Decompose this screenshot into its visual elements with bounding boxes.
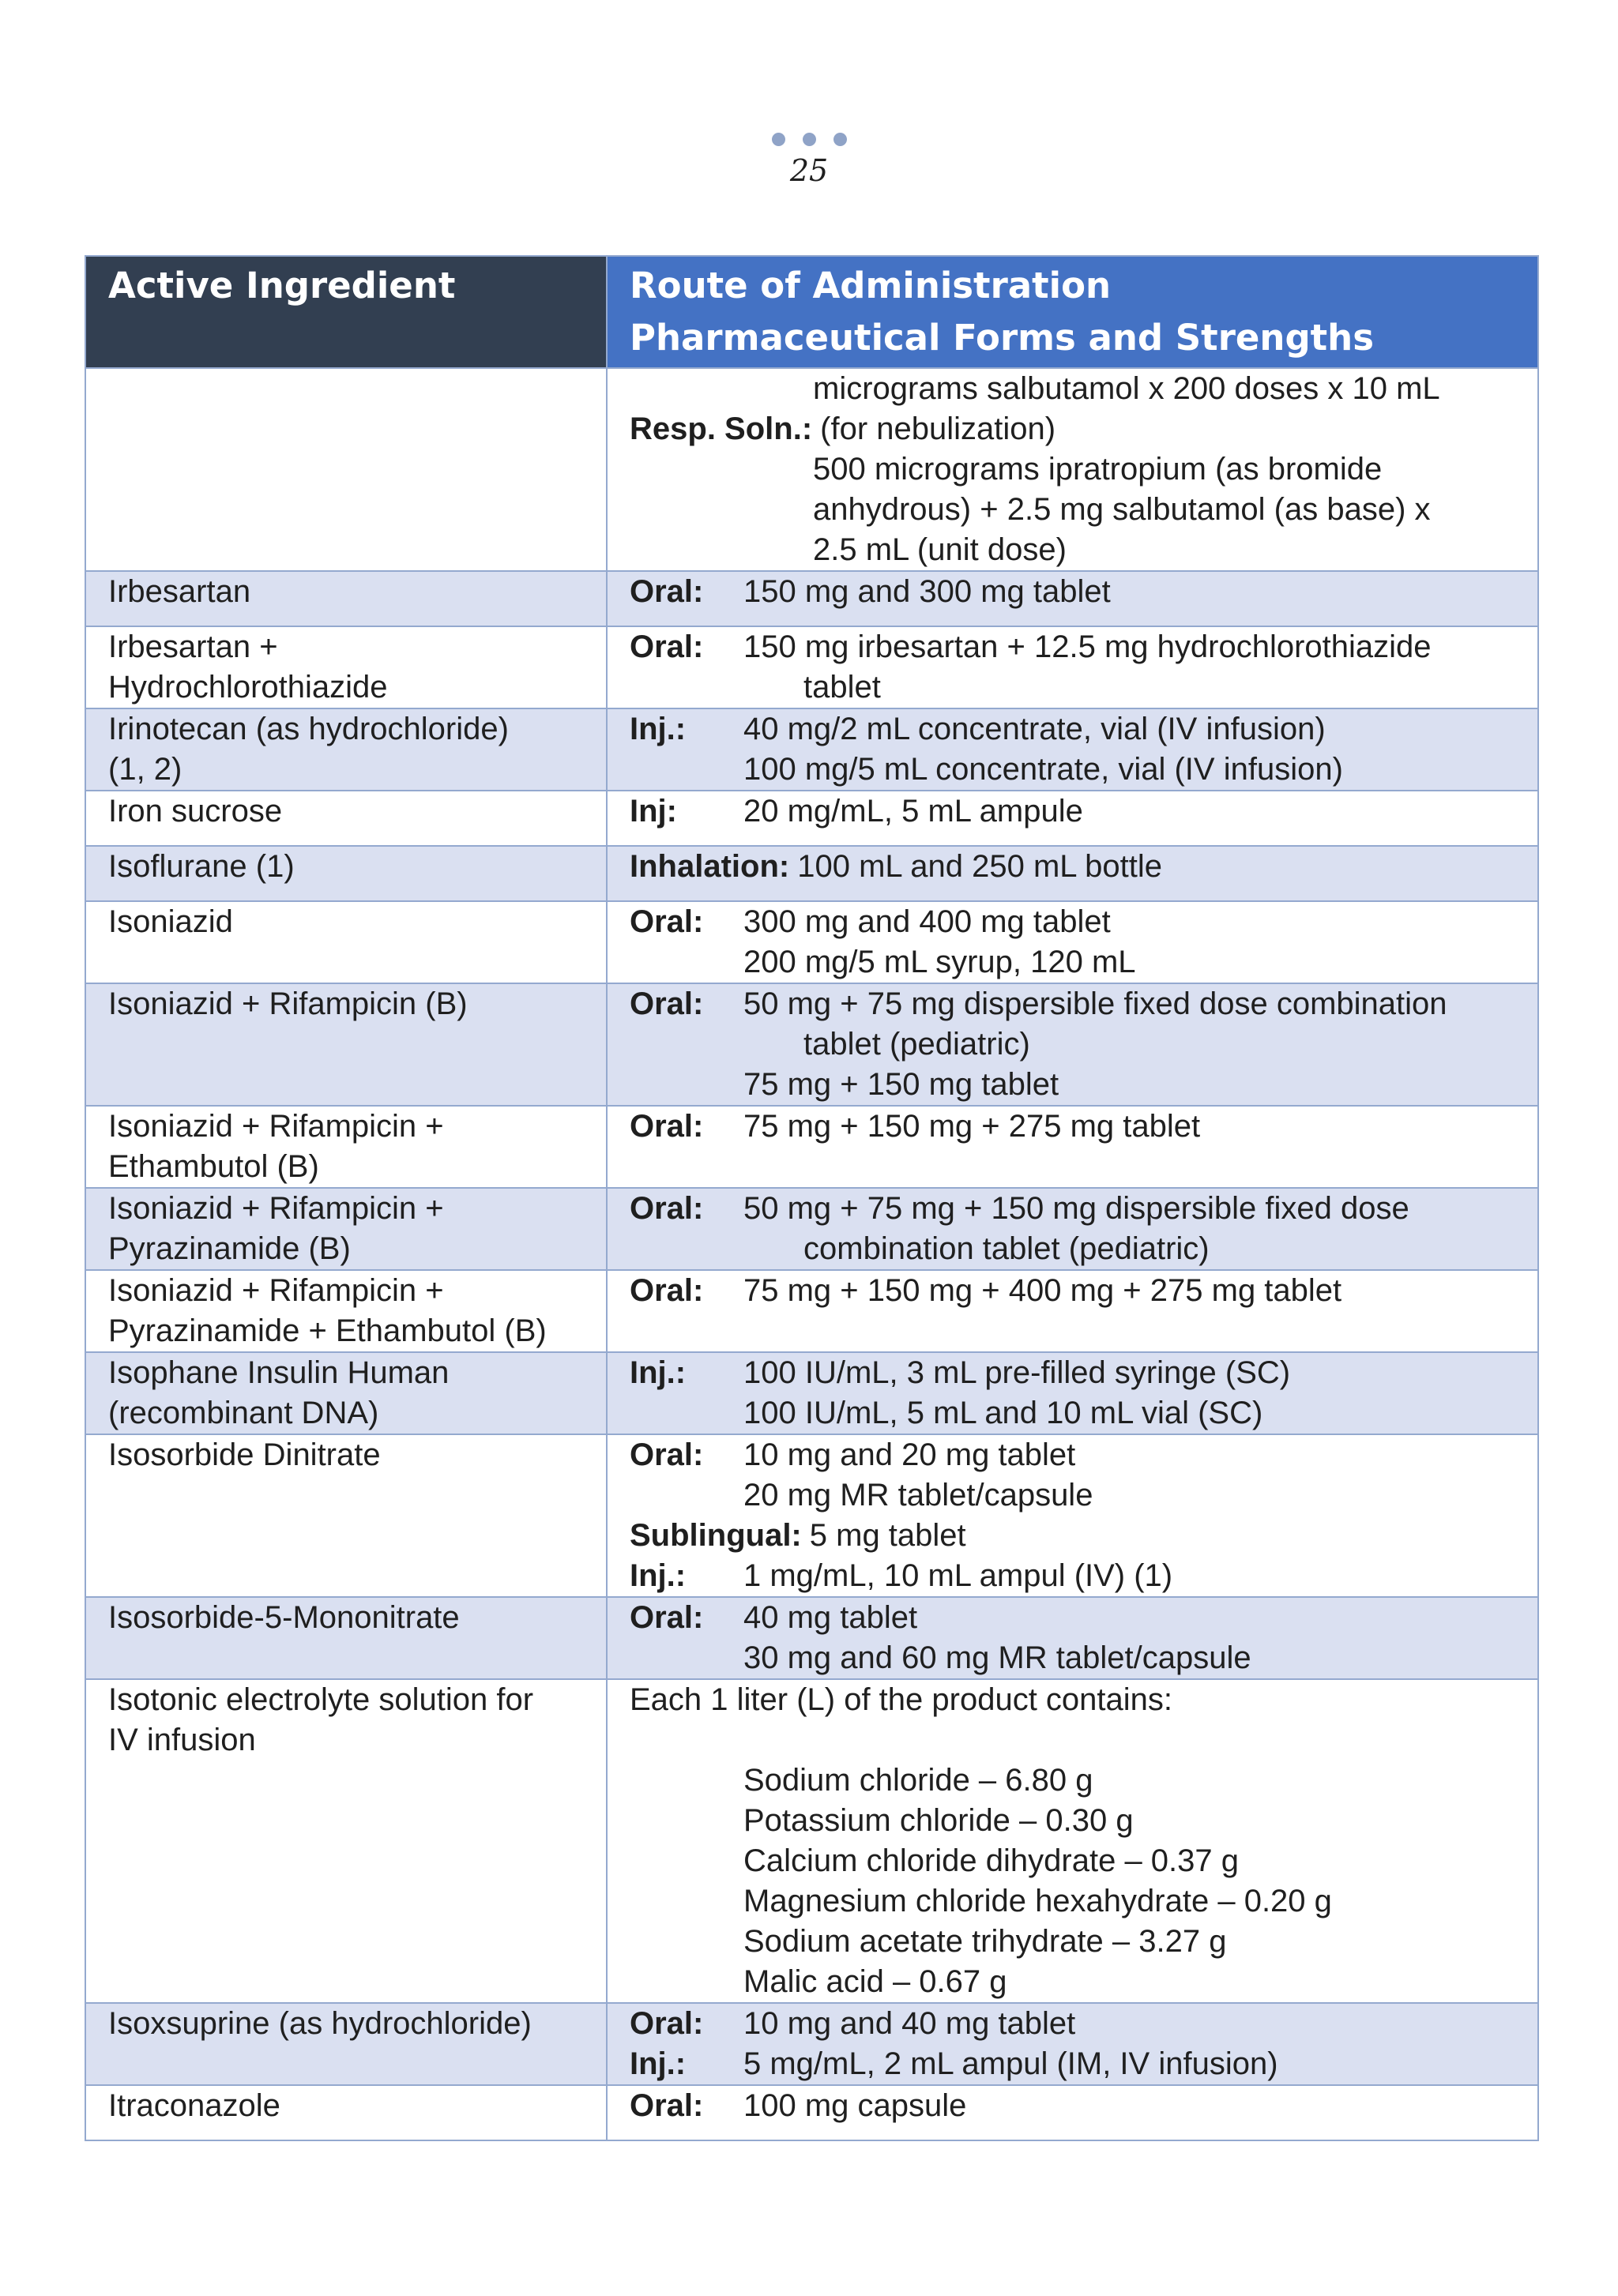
column-header-route-line2: Pharmaceutical Forms and Strengths [630, 317, 1374, 359]
route-text: 75 mg + 150 mg + 400 mg + 275 mg tablet [743, 1273, 1342, 1308]
column-header-route [607, 256, 1538, 368]
dot-icon [833, 133, 847, 146]
route-text: 10 mg and 40 mg tablet [743, 2006, 1076, 2041]
route-text: 100 mg/5 mL concentrate, vial (IV infusion) [743, 752, 1343, 787]
route-cell [607, 2003, 1538, 2085]
route-cell [607, 901, 1538, 983]
route-cell [607, 983, 1538, 1106]
route-text: 300 mg and 400 mg tablet [743, 904, 1111, 939]
route-text: 2.5 mL (unit dose) [813, 532, 1067, 567]
ingredient-name: Isophane Insulin Human [108, 1355, 450, 1390]
route-text: 30 mg and 60 mg MR tablet/capsule [743, 1640, 1251, 1675]
list-item: Potassium chloride – 0.30 g [743, 1803, 1134, 1838]
route-cell [607, 571, 1538, 626]
route-cell [607, 846, 1538, 901]
route-text: 1 mg/mL, 10 mL ampul (IV) (1) [743, 1558, 1173, 1593]
route-label: Inj.: [630, 1558, 687, 1593]
ingredient-name: Ethambutol (B) [108, 1149, 319, 1184]
ingredient-name: Pyrazinamide + Ethambutol (B) [108, 1313, 547, 1348]
ingredient-cell [85, 846, 607, 901]
route-cell [607, 1270, 1538, 1352]
table-row [85, 846, 1538, 901]
route-label: Oral: [630, 574, 704, 609]
table-row [85, 626, 1538, 708]
ingredient-name: Irinotecan (as hydrochloride) [108, 712, 509, 746]
table-row [85, 901, 1538, 983]
list-item: Magnesium chloride hexahydrate – 0.20 g [743, 1884, 1332, 1918]
table-row [85, 708, 1538, 791]
table-row [85, 2085, 1538, 2140]
ingredient-name: Isoflurane (1) [108, 849, 295, 884]
ingredient-name: Isoniazid + Rifampicin + [108, 1273, 444, 1308]
route-label: Oral: [630, 2006, 704, 2041]
route-text: 50 mg + 75 mg + 150 mg dispersible fixed dose [743, 1191, 1409, 1226]
ingredient-name: Isoniazid + Rifampicin + [108, 1109, 444, 1144]
route-label: Resp. Soln.: [630, 411, 813, 446]
route-text: 20 mg MR tablet/capsule [743, 1478, 1093, 1513]
route-text: tablet [803, 670, 881, 705]
ingredient-cell [85, 1106, 607, 1188]
route-cell [607, 708, 1538, 791]
table-header-row [85, 256, 1538, 368]
route-text: (for nebulization) [820, 411, 1056, 446]
route-cell [607, 1352, 1538, 1434]
route-label: Oral: [630, 1191, 704, 1226]
route-text: 100 mL and 250 mL bottle [797, 849, 1163, 884]
route-text: 100 IU/mL, 3 mL pre-filled syringe (SC) [743, 1355, 1291, 1390]
route-cell [607, 1106, 1538, 1188]
ingredient-name: Isoniazid + Rifampicin (B) [108, 986, 468, 1021]
route-cell [607, 626, 1538, 708]
table-row [85, 983, 1538, 1106]
route-text: 50 mg + 75 mg dispersible fixed dose combination [743, 986, 1447, 1021]
route-cell [607, 368, 1538, 571]
ingredient-cell [85, 1679, 607, 2003]
ingredient-name: Pyrazinamide (B) [108, 1231, 351, 1266]
table-row [85, 1188, 1538, 1270]
route-text: Each 1 liter (L) of the product contains: [630, 1682, 1173, 1717]
table-row [85, 1597, 1538, 1679]
route-text: tablet (pediatric) [803, 1027, 1030, 1062]
ingredient-name: Hydrochlorothiazide [108, 670, 388, 705]
list-item: Sodium chloride – 6.80 g [743, 1763, 1093, 1798]
ingredient-name: Isoniazid [108, 904, 233, 939]
dot-icon [803, 133, 816, 146]
route-text: 75 mg + 150 mg + 275 mg tablet [743, 1109, 1201, 1144]
table-row [85, 1679, 1538, 2003]
route-text: 150 mg irbesartan + 12.5 mg hydrochlorothiazide [743, 629, 1432, 664]
route-label: Oral: [630, 1273, 704, 1308]
route-label: Oral: [630, 2088, 704, 2123]
route-cell [607, 1597, 1538, 1679]
route-text: 10 mg and 20 mg tablet [743, 1437, 1076, 1472]
route-label: Inhalation: [630, 849, 790, 884]
route-cell [607, 2085, 1538, 2140]
table-row [85, 2003, 1538, 2085]
route-cell [607, 1679, 1538, 2003]
column-header-route-line1: Route of Administration [630, 265, 1112, 306]
ingredient-cell [85, 1270, 607, 1352]
table-row [85, 1352, 1538, 1434]
ingredient-cell [85, 901, 607, 983]
ingredient-name: Isotonic electrolyte solution for [108, 1682, 534, 1717]
table-row [85, 1270, 1538, 1352]
page-number: 25 [789, 153, 829, 188]
ingredient-name: Iron sucrose [108, 794, 283, 829]
ingredient-cell [85, 368, 607, 571]
ingredient-cell [85, 1597, 607, 1679]
route-label: Inj: [630, 794, 677, 829]
route-label: Sublingual: [630, 1518, 802, 1553]
ingredient-name: Irbesartan [108, 574, 251, 609]
ingredient-cell [85, 983, 607, 1106]
route-text: 5 mg tablet [809, 1518, 966, 1553]
route-text: 100 IU/mL, 5 mL and 10 mL vial (SC) [743, 1396, 1263, 1430]
table-row [85, 368, 1538, 571]
table-row [85, 1434, 1538, 1597]
ingredient-name: (1, 2) [108, 752, 182, 787]
ingredient-cell [85, 1188, 607, 1270]
route-text: 40 mg/2 mL concentrate, vial (IV infusion) [743, 712, 1326, 746]
ingredient-name: Isosorbide-5-Mononitrate [108, 1600, 460, 1635]
ingredient-cell [85, 626, 607, 708]
route-cell [607, 1188, 1538, 1270]
column-header-active-ingredient: Active Ingredient [85, 256, 607, 368]
ingredient-name: Isoniazid + Rifampicin + [108, 1191, 444, 1226]
route-text: anhydrous) + 2.5 mg salbutamol (as base) x [813, 492, 1431, 527]
route-cell [607, 1434, 1538, 1597]
ingredient-name: Isoxsuprine (as hydrochloride) [108, 2006, 532, 2041]
ingredient-cell [85, 2085, 607, 2140]
ingredient-cell [85, 571, 607, 626]
route-text: 150 mg and 300 mg tablet [743, 574, 1111, 609]
table-row [85, 791, 1538, 846]
route-label: Oral: [630, 1437, 704, 1472]
route-label: Oral: [630, 1600, 704, 1635]
decorative-dots [0, 133, 1618, 147]
ingredient-cell [85, 2003, 607, 2085]
route-label: Oral: [630, 904, 704, 939]
table-row [85, 1106, 1538, 1188]
page-header [0, 133, 1618, 188]
route-text: 40 mg tablet [743, 1600, 918, 1635]
list-item: Sodium acetate trihydrate – 3.27 g [743, 1924, 1227, 1959]
ingredient-cell [85, 708, 607, 791]
route-label: Inj.: [630, 1355, 687, 1390]
route-text: 100 mg capsule [743, 2088, 967, 2123]
list-item: Calcium chloride dihydrate – 0.37 g [743, 1843, 1240, 1878]
route-cell [607, 791, 1538, 846]
ingredient-name: Irbesartan + [108, 629, 278, 664]
ingredient-cell [85, 791, 607, 846]
list-item: Malic acid – 0.67 g [743, 1964, 1007, 1999]
route-text: 200 mg/5 mL syrup, 120 mL [743, 945, 1136, 979]
ingredient-name: IV infusion [108, 1723, 256, 1757]
ingredient-cell [85, 1352, 607, 1434]
route-text: 500 micrograms ipratropium (as bromide [813, 452, 1383, 487]
route-label: Oral: [630, 986, 704, 1021]
route-label: Inj.: [630, 712, 687, 746]
ingredient-cell [85, 1434, 607, 1597]
table-row [85, 571, 1538, 626]
route-text: 75 mg + 150 mg tablet [743, 1067, 1059, 1102]
route-label: Inj.: [630, 2046, 687, 2081]
route-text: combination tablet (pediatric) [803, 1231, 1210, 1266]
ingredient-name: (recombinant DNA) [108, 1396, 379, 1430]
route-text: micrograms salbutamol x 200 doses x 10 mL [813, 371, 1440, 406]
route-text: 5 mg/mL, 2 mL ampul (IM, IV infusion) [743, 2046, 1278, 2081]
route-text: 20 mg/mL, 5 mL ampule [743, 794, 1083, 829]
dot-icon [772, 133, 785, 146]
ingredient-name: Itraconazole [108, 2088, 280, 2123]
route-label: Oral: [630, 629, 704, 664]
ingredient-name: Isosorbide Dinitrate [108, 1437, 381, 1472]
drug-table [85, 255, 1539, 2141]
route-label: Oral: [630, 1109, 704, 1144]
